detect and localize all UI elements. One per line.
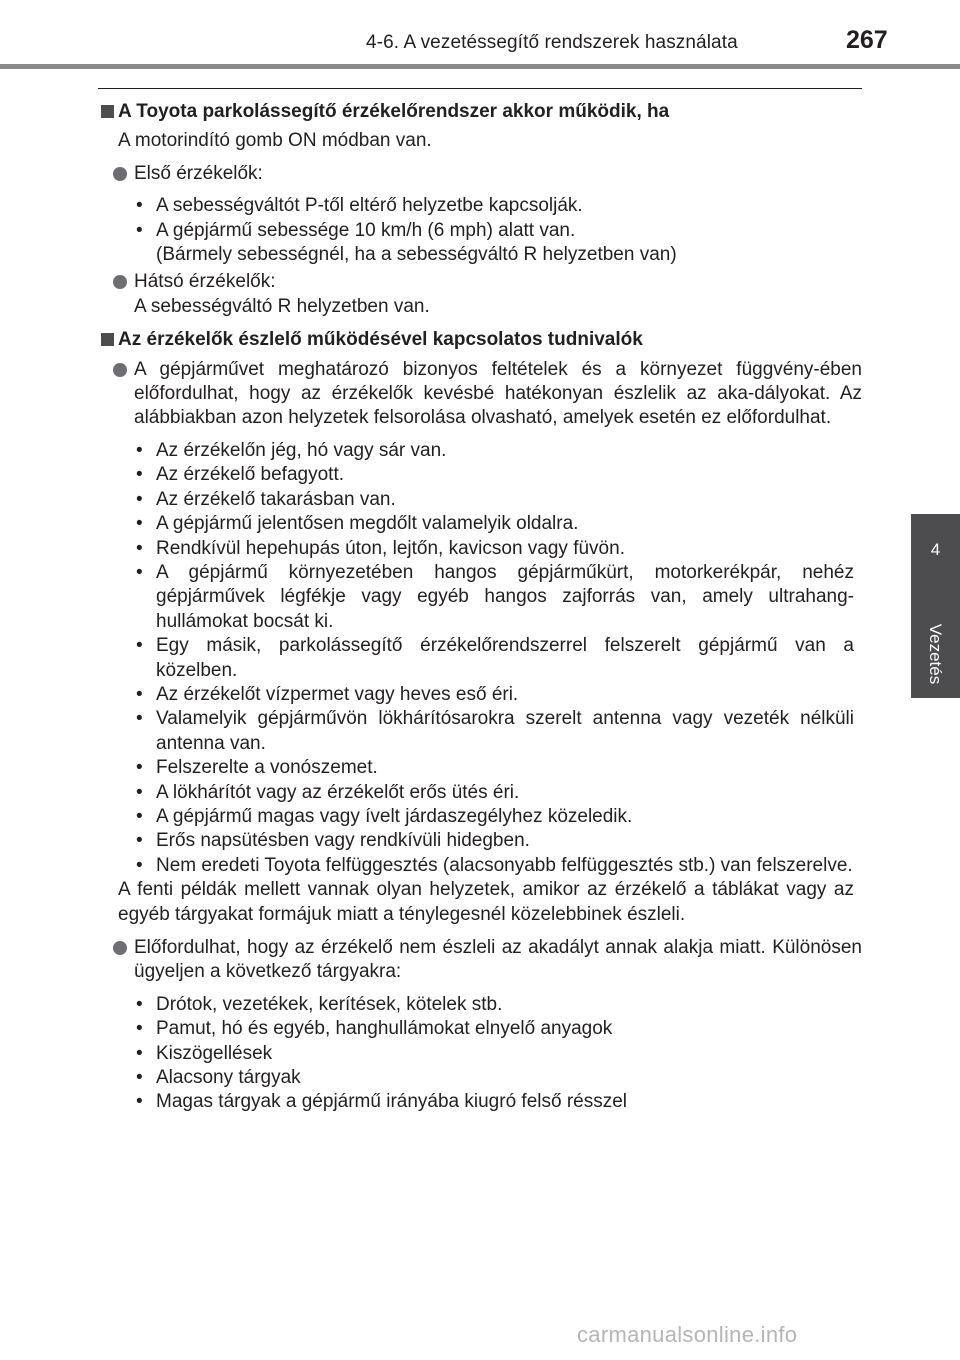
- condition-item: [98, 358, 862, 431]
- bullet-icon: •: [136, 537, 143, 559]
- bullet-icon: •: [136, 830, 143, 852]
- paragraph: A fenti példák mellett vannak olyan helyzetek, amikor az érzékelő a táblákat vagy az egyéb tárgyakat formájuk miatt a ténylegesnél közelebbinek észleli.: [118, 879, 854, 925]
- condition-item: [98, 936, 862, 985]
- bullet-icon: •: [136, 757, 143, 779]
- bullet-icon: •: [136, 513, 143, 535]
- bullet-icon: •: [136, 219, 143, 241]
- bullet-icon: •: [136, 805, 143, 827]
- list-item: • Az érzékelő befagyott.: [156, 463, 854, 487]
- list-item: • A gépjármű jelentősen megdőlt valamelyik oldalra.: [156, 512, 854, 536]
- bullet-icon: •: [136, 195, 143, 217]
- bullet-list: [98, 993, 862, 1115]
- list-item: • Pamut, hó és egyéb, hanghullámokat elnyelő anyagok: [156, 1017, 854, 1041]
- list-item-continuation: (Bármely sebességnél, ha a sebességváltó R helyzetben van): [156, 244, 677, 266]
- list-item: • Drótok, vezetékek, kerítések, kötelek stb.: [156, 993, 854, 1017]
- list-item: • Kiszögellések: [156, 1042, 854, 1066]
- list-item: • A gépjármű környezetében hangos gépjárműkürt, motorkerékpár, nehéz gépjárművek légfékje vagy egyéb hangos zajforrás van, amely ultrahang-hullámokat bocsát ki.: [136, 561, 854, 632]
- chapter-side-tab[interactable]: [911, 514, 960, 698]
- bullet-list: [98, 194, 862, 267]
- square-bullet-icon: [101, 333, 114, 346]
- round-bullet-icon: [113, 941, 127, 955]
- condition-text: A sebességváltó R helyzetben van.: [134, 295, 430, 317]
- list-item: • Az érzékelő takarásban van.: [156, 488, 854, 512]
- bullet-icon: •: [136, 708, 143, 730]
- bullet-icon: •: [136, 1067, 143, 1089]
- bullet-icon: •: [136, 635, 143, 657]
- list-item: • Rendkívül hepehupás úton, lejtőn, kavicson vagy füvön.: [156, 537, 854, 561]
- list-item: • Valamelyik gépjárművön lökhárítósarokra szerelt antenna vagy vezeték nélküli antenna van.: [136, 708, 854, 754]
- list-item: • A sebességváltót P-től eltérő helyzetbe kapcsolják.: [156, 194, 854, 218]
- bullet-list: [98, 439, 862, 878]
- bullet-icon: •: [136, 1018, 143, 1040]
- header-rule: [0, 64, 960, 69]
- condition-item: [98, 162, 862, 186]
- paragraph: A motorindító gomb ON módban van.: [118, 130, 432, 152]
- bullet-icon: •: [136, 1042, 143, 1064]
- list-item: • Nem eredeti Toyota felfüggesztés (alacsonyabb felfüggesztés stb.) van felszerelve.: [156, 854, 854, 878]
- condition-item: [98, 270, 862, 319]
- list-item: • Egy másik, parkolássegítő érzékelőrendszerrel felszerelt gépjármű van a közelben.: [136, 635, 854, 681]
- list-item: • A gépjármű magas vagy ívelt járdaszegélyhez közeledik.: [156, 805, 854, 829]
- list-item: • Az érzékelőt vízpermet vagy heves eső éri.: [156, 683, 854, 707]
- bullet-icon: •: [136, 464, 143, 486]
- square-bullet-icon: [101, 105, 114, 118]
- bullet-icon: •: [136, 561, 143, 583]
- section-heading: [98, 328, 862, 352]
- chapter-number: 4: [930, 540, 941, 559]
- round-bullet-icon: [113, 275, 127, 289]
- bullet-icon: •: [136, 993, 143, 1015]
- section-heading-text: Az érzékelők észlelő működésével kapcsolatos tudnivalók: [118, 329, 643, 351]
- watermark-text: carmanualsonline.info: [577, 1322, 798, 1347]
- chapter-label: Vezetés: [926, 623, 945, 685]
- running-header-title: 4-6. A vezetéssegítő rendszerek használata: [366, 32, 738, 53]
- bullet-icon: •: [136, 683, 143, 705]
- bullet-icon: •: [136, 488, 143, 510]
- page-number: 267: [846, 26, 888, 54]
- list-item: • A gépjármű sebessége 10 km/h (6 mph) alatt van.: [156, 219, 854, 243]
- list-item: • Alacsony tárgyak: [156, 1066, 854, 1090]
- list-item: • Magas tárgyak a gépjármű irányába kiugró felső résszel: [156, 1090, 854, 1114]
- round-bullet-icon: [113, 167, 127, 181]
- bullet-icon: •: [136, 1091, 143, 1113]
- condition-text: Első érzékelők:: [134, 162, 263, 184]
- condition-text: A gépjárművet meghatározó bizonyos feltételek és a környezet függvény-ében előfordulhat, hogy az érzékelők kevésbé hatékonyan észlelik az aka-dályokat. Az alábbiakban azon helyzetek felsorolása olvasható, amelyek esetén ez előfordulhat.: [134, 358, 862, 429]
- bullet-icon: •: [136, 781, 143, 803]
- page-content: [98, 96, 862, 1115]
- section-heading-text: A Toyota parkolássegítő érzékelőrendszer akkor működik, ha: [118, 101, 670, 122]
- content-top-rule: [98, 88, 862, 89]
- list-item: • Erős napsütésben vagy rendkívüli hidegben.: [156, 829, 854, 853]
- list-item: • A lökhárítót vagy az érzékelőt erős ütés éri.: [156, 781, 854, 805]
- bullet-icon: •: [136, 854, 143, 876]
- round-bullet-icon: [113, 363, 127, 377]
- condition-text: Előfordulhat, hogy az érzékelő nem észleli az akadályt annak alakja miatt. Különösen ügyeljen a következő tárgyakra:: [134, 937, 862, 983]
- bullet-icon: •: [136, 439, 143, 461]
- section-heading: [98, 100, 862, 124]
- list-item: • Az érzékelőn jég, hó vagy sár van.: [156, 439, 854, 463]
- condition-text: Hátsó érzékelők:: [134, 271, 276, 293]
- list-item: • Felszerelte a vonószemet.: [156, 756, 854, 780]
